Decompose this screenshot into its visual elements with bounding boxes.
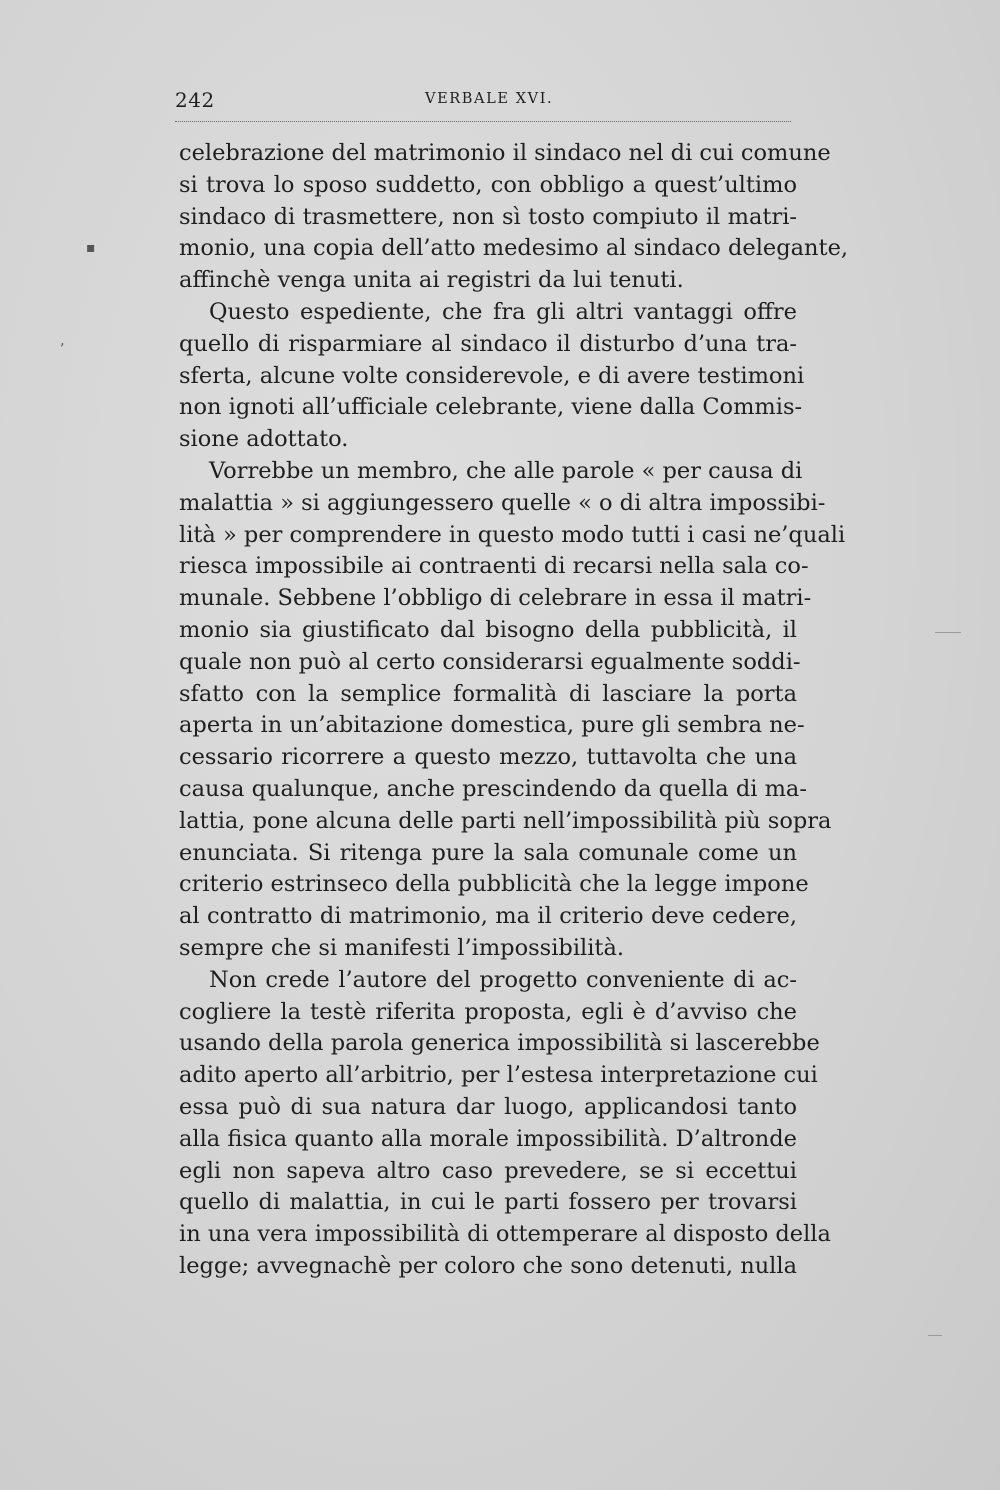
text-line: essa può di sua natura dar luogo, applicandosi tanto xyxy=(179,1093,797,1120)
text-line: affinchè venga unita ai registri da lui tenuti. xyxy=(179,267,684,294)
text-line: non ignoti all’ufficiale celebrante, viene dalla Commis- xyxy=(179,394,803,421)
text-line: enunciata. Si ritenga pure la sala comunale come un xyxy=(179,839,797,866)
page-number: 242 xyxy=(175,88,215,112)
text-line: Non crede l’autore del progetto conveniente di ac- xyxy=(209,966,797,993)
text-line: sferta, alcune volte considerevole, e di avere testimoni xyxy=(179,362,805,389)
text-line: sempre che si manifesti l’impossibilità. xyxy=(179,934,625,961)
text-line: egli non sapeva altro caso prevedere, se si eccettui xyxy=(179,1157,797,1184)
text-line: adito aperto all’arbitrio, per l’estesa interpretazione cui xyxy=(179,1062,818,1089)
text-line: sindaco di trasmettere, non sì tosto compiuto il matri- xyxy=(179,203,797,230)
text-line: cogliere la testè riferita proposta, egli è d’avviso che xyxy=(179,998,797,1025)
paragraph-4 xyxy=(179,965,831,1283)
text-line: sione adottato. xyxy=(179,426,349,453)
text-line: lattia, pone alcuna delle parti nell’impossibilità più sopra xyxy=(179,807,832,834)
text-line: monio sia giustificato dal bisogno della pubblicità, il xyxy=(179,616,797,643)
text-line: munale. Sebbene l’obbligo di celebrare in essa il matri- xyxy=(179,585,812,612)
margin-speck xyxy=(935,632,961,633)
text-line: sfatto con la semplice formalità di lasciare la porta xyxy=(179,680,797,707)
margin-speck xyxy=(928,1335,942,1336)
text-line: in una vera impossibilità di ottemperare al disposto della xyxy=(179,1221,831,1248)
text-line: usando della parola generica impossibilità si lascerebbe xyxy=(179,1030,820,1057)
text-line: alla fisica quanto alla morale impossibilità. D’altronde xyxy=(179,1125,797,1152)
paragraph-3 xyxy=(179,456,846,965)
paragraph-1 xyxy=(179,138,849,297)
margin-speck: ‚ xyxy=(60,333,65,349)
text-line: cessario ricorrere a questo mezzo, tuttavolta che una xyxy=(179,744,797,771)
text-line: Vorrebbe un membro, che alle parole « per causa di xyxy=(209,457,803,484)
margin-speck: ▪ xyxy=(86,240,96,256)
text-line: causa qualunque, anche prescindendo da quella di ma- xyxy=(179,775,807,802)
text-line: monio, una copia dell’atto medesimo al sindaco delegante, xyxy=(179,235,849,262)
text-line: quello di risparmiare al sindaco il disturbo d’una tra- xyxy=(179,330,797,357)
text-line: malattia » si aggiungessero quelle « o di altra impossibi- xyxy=(179,489,826,516)
header-rule xyxy=(175,121,791,122)
text-line: quello di malattia, in cui le parti fossero per trovarsi xyxy=(179,1189,797,1216)
running-head: VERBALE XVI. xyxy=(425,91,554,107)
body-text xyxy=(179,138,849,1283)
text-line: si trova lo sposo suddetto, con obbligo a quest’ultimo xyxy=(179,171,797,198)
page-header xyxy=(175,88,795,118)
paragraph-2 xyxy=(179,297,805,456)
text-line: quale non può al certo considerarsi egualmente soddi- xyxy=(179,648,801,675)
text-line: riesca impossibile ai contraenti di recarsi nella sala co- xyxy=(179,553,809,580)
text-line: aperta in un’abitazione domestica, pure gli sembra ne- xyxy=(179,712,805,739)
text-line: al contratto di matrimonio, ma il criterio deve cedere, xyxy=(179,903,797,930)
text-line: lità » per comprendere in questo modo tutti i casi ne’quali xyxy=(179,521,846,548)
text-line: criterio estrinseco della pubblicità che la legge impone xyxy=(179,871,809,898)
text-line: Questo espediente, che fra gli altri vantaggi offre xyxy=(209,298,797,325)
text-line: celebrazione del matrimonio il sindaco nel di cui comune xyxy=(179,140,831,166)
text-line: legge; avvegnachè per coloro che sono detenuti, nulla xyxy=(179,1252,797,1279)
